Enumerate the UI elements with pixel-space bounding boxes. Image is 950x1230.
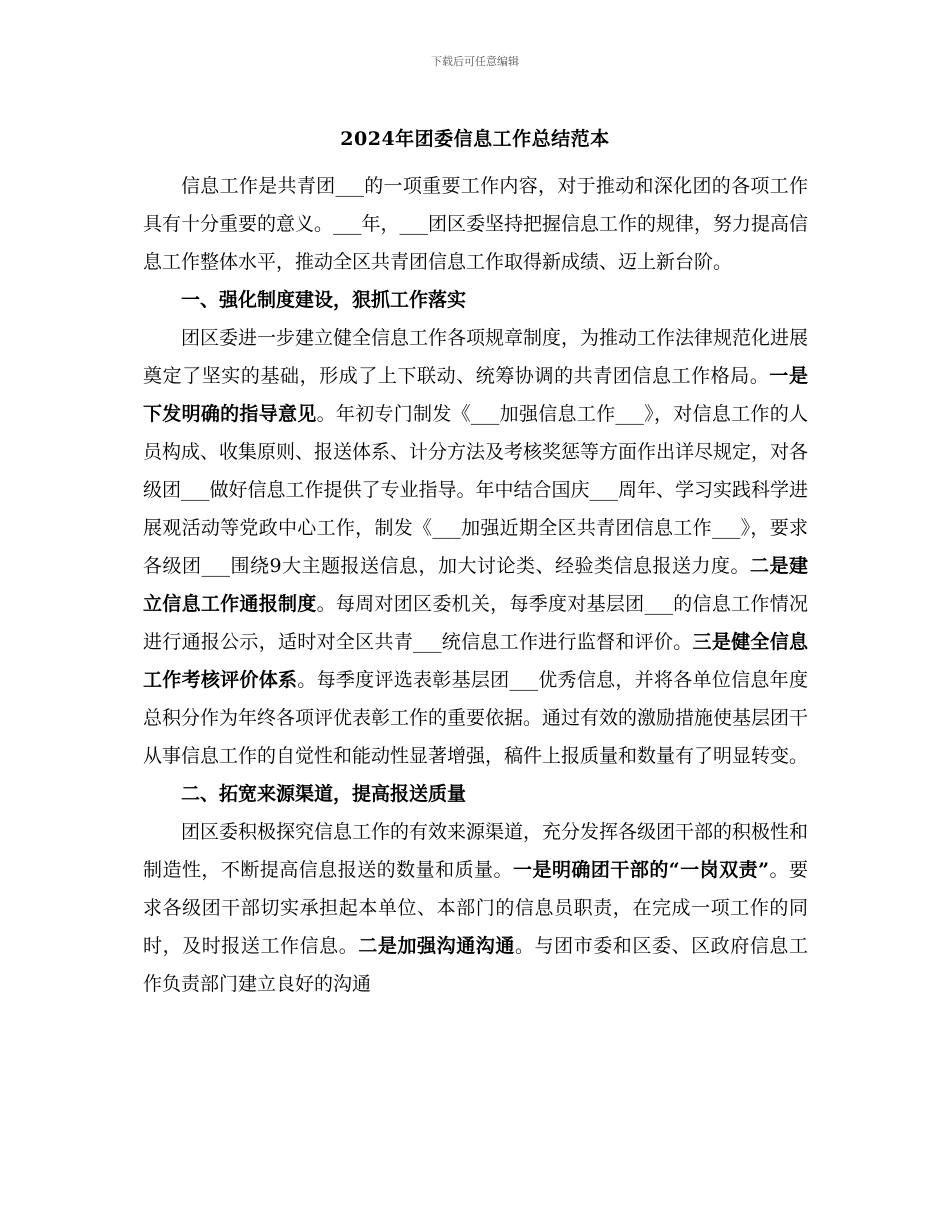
header-note: 下载后可任意编辑 bbox=[431, 55, 519, 68]
document-body bbox=[143, 167, 808, 1003]
section-2-text-c: 。与团市委和区委、区政府信息工作负责部门建立良好的沟通 bbox=[143, 935, 808, 995]
section-2-point-1: 一是明确团干部的“一岗双责” bbox=[513, 859, 770, 881]
section-1-point-2: 二是建立信息工作通报制度 bbox=[143, 555, 808, 615]
section-2-paragraph bbox=[143, 813, 808, 1003]
section-2-heading: 二、拓宽来源渠道，提高报送质量 bbox=[181, 783, 467, 805]
section-1-paragraph bbox=[143, 319, 808, 775]
section-2-point-2: 二是加强沟通沟通 bbox=[358, 935, 515, 957]
section-1-point-1: 一是下发明确的指导意见 bbox=[143, 365, 808, 425]
section-1-text-a: 团区委进一步建立健全信息工作各项规章制度，为推动工作法律规范化进展奠定了坚实的基础，形成了上下联动、统筹协调的共青团信息工作格局。 bbox=[143, 327, 809, 387]
section-2-text-b: 。要求各级团干部切实承担起本单位、本部门的信息员职责，在完成一项工作的同时，及时报送工作信息。 bbox=[143, 859, 808, 957]
section-1-point-3: 三是健全信息工作考核评价体系 bbox=[143, 631, 808, 691]
section-1-text-b: 。年初专门制发《___加强信息工作___》，对信息工作的人员构成、收集原则、报送体系、计分方法及考核奖惩等方面作出详尽规定，对各级团___做好信息工作提供了专业指导。年中结合国庆___周年、学习实践科学进展观活动等党政中心工作，制发《___加强近期全区共青团信息工作___》，要求各级团___围绕9大主题报送信息，加大讨论类、经验类信息报送力度。 bbox=[143, 403, 809, 577]
intro-paragraph: 信息工作是共青团___的一项重要工作内容，对于推动和深化团的各项工作具有十分重要的意义。___年，___团区委坚持把握信息工作的规律，努力提高信息工作整体水平，推动全区共青团信息工作取得新成绩、迈上新台阶。 bbox=[143, 175, 809, 273]
document-title: 2024年团委信息工作总结范本 bbox=[340, 128, 610, 150]
section-1-text-d: 。每季度评选表彰基层团___优秀信息，并将各单位信息年度总积分作为年终各项评优表彰工作的重要依据。通过有效的激励措施使基层团干从事信息工作的自觉性和能动性显著增强，稿件上报质量和数量有了明显转变。 bbox=[143, 669, 809, 767]
section-1-text-c: 。每周对团区委机关，每季度对基层团___的信息工作情况进行通报公示，适时对全区共青___统信息工作进行监督和评价。 bbox=[143, 593, 808, 653]
section-1-heading: 一、强化制度建设，狠抓工作落实 bbox=[181, 289, 467, 311]
section-2-text-a: 团区委积极探究信息工作的有效来源渠道，充分发挥各级团干部的积极性和制造性，不断提高信息报送的数量和质量。 bbox=[143, 821, 809, 881]
